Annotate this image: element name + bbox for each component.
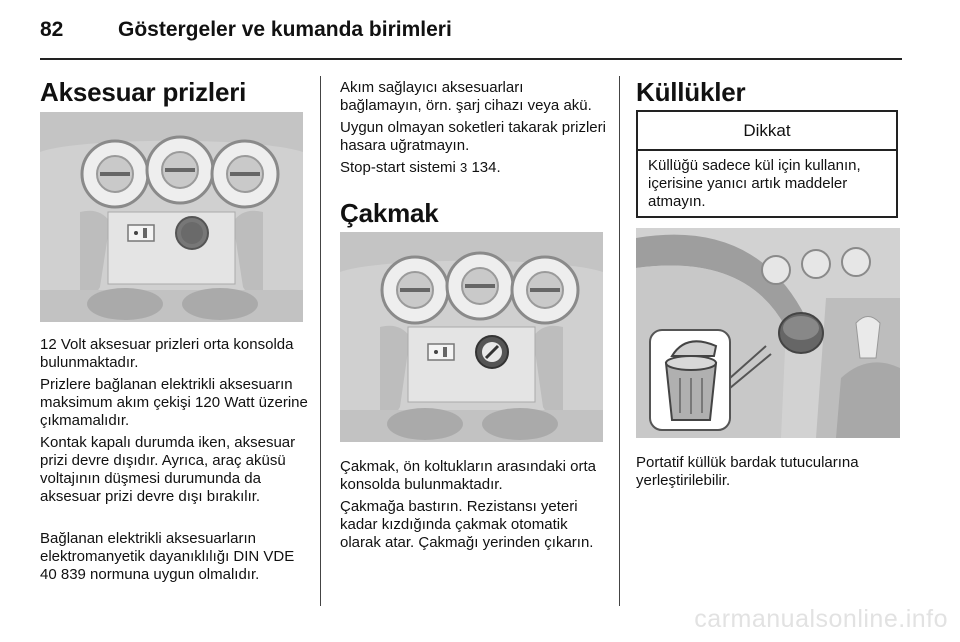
col1-paragraph-2: Prizlere bağlanan elektrikli aksesuarın maksimum akım çekişi 120 Watt üzerine çıkmamalıdır. xyxy=(40,376,308,429)
col1-paragraph-1: 12 Volt aksesuar prizleri orta konsolda bulunmaktadır. xyxy=(40,336,294,371)
page-number: 82 xyxy=(40,18,64,41)
caution-notice xyxy=(636,110,898,218)
col2-paragraph-2: Uygun olmayan soketleri takarak prizleri hasara uğratmayın. xyxy=(340,119,606,154)
accessory-sockets-heading: Aksesuar prizleri xyxy=(40,77,247,107)
stop-start-page-link[interactable]: 134. xyxy=(471,159,501,176)
accessory-socket-figure xyxy=(40,112,303,322)
stop-start-text: Stop-start sistemi xyxy=(340,159,456,176)
column-divider-right xyxy=(619,76,620,606)
ashtrays-heading: Küllükler xyxy=(636,77,746,107)
col3-paragraph-1: Portatif küllük bardak tutucularına yerleştirilebilir. xyxy=(636,454,859,489)
reference-arrow-icon: 3 xyxy=(460,160,468,175)
watermark: carmanualsonline.info xyxy=(694,605,948,633)
caution-notice-text: Küllüğü sadece kül için kullanın, içerisine yanıcı artık maddeler atmayın. xyxy=(648,157,861,210)
col2-paragraph-3: Çakmak, ön koltukların arasındaki orta konsolda bulunmaktadır. xyxy=(340,458,596,493)
caution-notice-title: Dikkat xyxy=(638,112,896,151)
col2-paragraph-1: Akım sağlayıcı aksesuarları bağlamayın, örn. şarj cihazı veya akü. xyxy=(340,79,592,114)
header-divider xyxy=(40,58,902,60)
lighter-figure xyxy=(340,232,603,442)
lighter-heading: Çakmak xyxy=(340,198,439,228)
col2-paragraph-4: Çakmağa bastırın. Rezistansı yeteri kadar kızdığında çakmak otomatik olarak atar. Çakmağı yerinden çıkarın. xyxy=(340,498,594,551)
col1-paragraph-3: Kontak kapalı durumda iken, aksesuar prizi devre dışıdır. Ayrıca, araç aküsü voltajının düşmesi durumunda da aksesuar prizi devre dışı bırakılır. xyxy=(40,434,296,505)
stop-start-reference xyxy=(340,159,608,177)
column-divider-left xyxy=(320,76,321,606)
col1-paragraph-4: Bağlanan elektrikli aksesuarların elektromanyetik dayanıklılığı DIN VDE 40 839 normuna uygun olmalıdır. xyxy=(40,530,295,583)
ashtray-figure xyxy=(636,228,900,438)
section-title: Göstergeler ve kumanda birimleri xyxy=(118,18,452,41)
